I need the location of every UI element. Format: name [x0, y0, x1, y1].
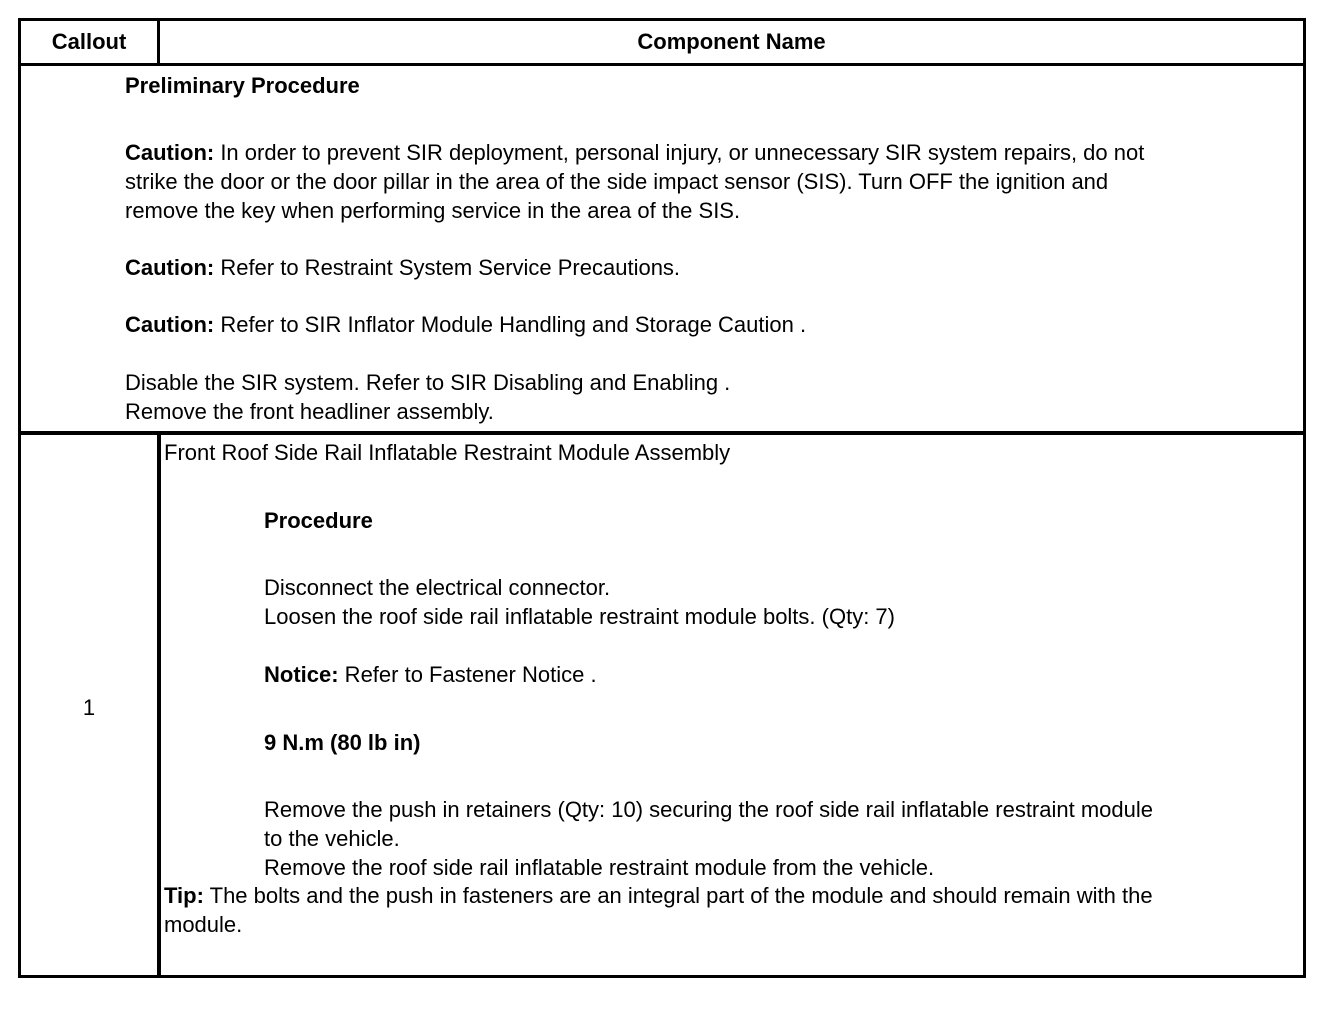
preliminary-title: Preliminary Procedure [125, 73, 360, 98]
procedure-step-4: Remove the roof side rail inflatable restraint module from the vehicle. [264, 855, 935, 880]
caution-2 [125, 253, 680, 282]
caution-1-text: In order to prevent SIR deployment, personal injury, or unnecessary SIR system repairs, do not [214, 140, 1145, 165]
notice [264, 660, 597, 689]
procedure-step-3-line-1: Remove the push in retainers (Qty: 10) securing the roof side rail inflatable restraint module [264, 797, 1153, 822]
procedure-step-1: Disconnect the electrical connector. [264, 575, 611, 600]
caution-3 [125, 310, 806, 339]
callout-cell [21, 435, 161, 975]
notice-label: Notice: [264, 662, 339, 687]
caution-label: Caution: [125, 140, 215, 165]
caution-2-text: Refer to Restraint System Service Precautions. [214, 255, 681, 280]
procedure-title: Procedure [264, 508, 373, 533]
caution-1-line-2: strike the door or the door pillar in the area of the side impact sensor (SIS). Turn OFF the ignition and [125, 169, 1109, 194]
preliminary-procedure-row [21, 66, 1303, 435]
table-header [21, 21, 1303, 66]
torque-spec: 9 N.m (80 lb in) [264, 730, 421, 755]
tip-label: Tip: [164, 883, 204, 908]
prelim-step-1: Disable the SIR system. Refer to SIR Disabling and Enabling . [125, 370, 731, 395]
caution-3-text: Refer to SIR Inflator Module Handling and Storage Caution . [214, 312, 807, 337]
caution-1-line-3: remove the key when performing service in the area of the SIS. [125, 198, 741, 223]
procedure-step-3-line-2: to the vehicle. [264, 826, 400, 851]
tip-text: The bolts and the push in fasteners are an integral part of the module and should remain with the [203, 883, 1153, 908]
tip-line-2: module. [164, 912, 243, 937]
component-column-header: Component Name [637, 29, 826, 54]
procedure-step-2: Loosen the roof side rail inflatable restraint module bolts. (Qty: 7) [264, 604, 895, 629]
prelim-step-2: Remove the front headliner assembly. [125, 399, 494, 424]
component-name: Front Roof Side Rail Inflatable Restraint Module Assembly [164, 440, 731, 465]
notice-text: Refer to Fastener Notice . [338, 662, 597, 687]
callout-column-header: Callout [21, 21, 160, 63]
callout-number: 1 [82, 695, 96, 720]
caution-1-line-1 [125, 138, 1144, 167]
tip-line-1 [164, 881, 1153, 910]
component-cell [161, 435, 1303, 975]
table-row [21, 435, 1303, 975]
caution-label: Caution: [125, 255, 215, 280]
caution-label: Caution: [125, 312, 215, 337]
procedure-table [18, 18, 1306, 978]
